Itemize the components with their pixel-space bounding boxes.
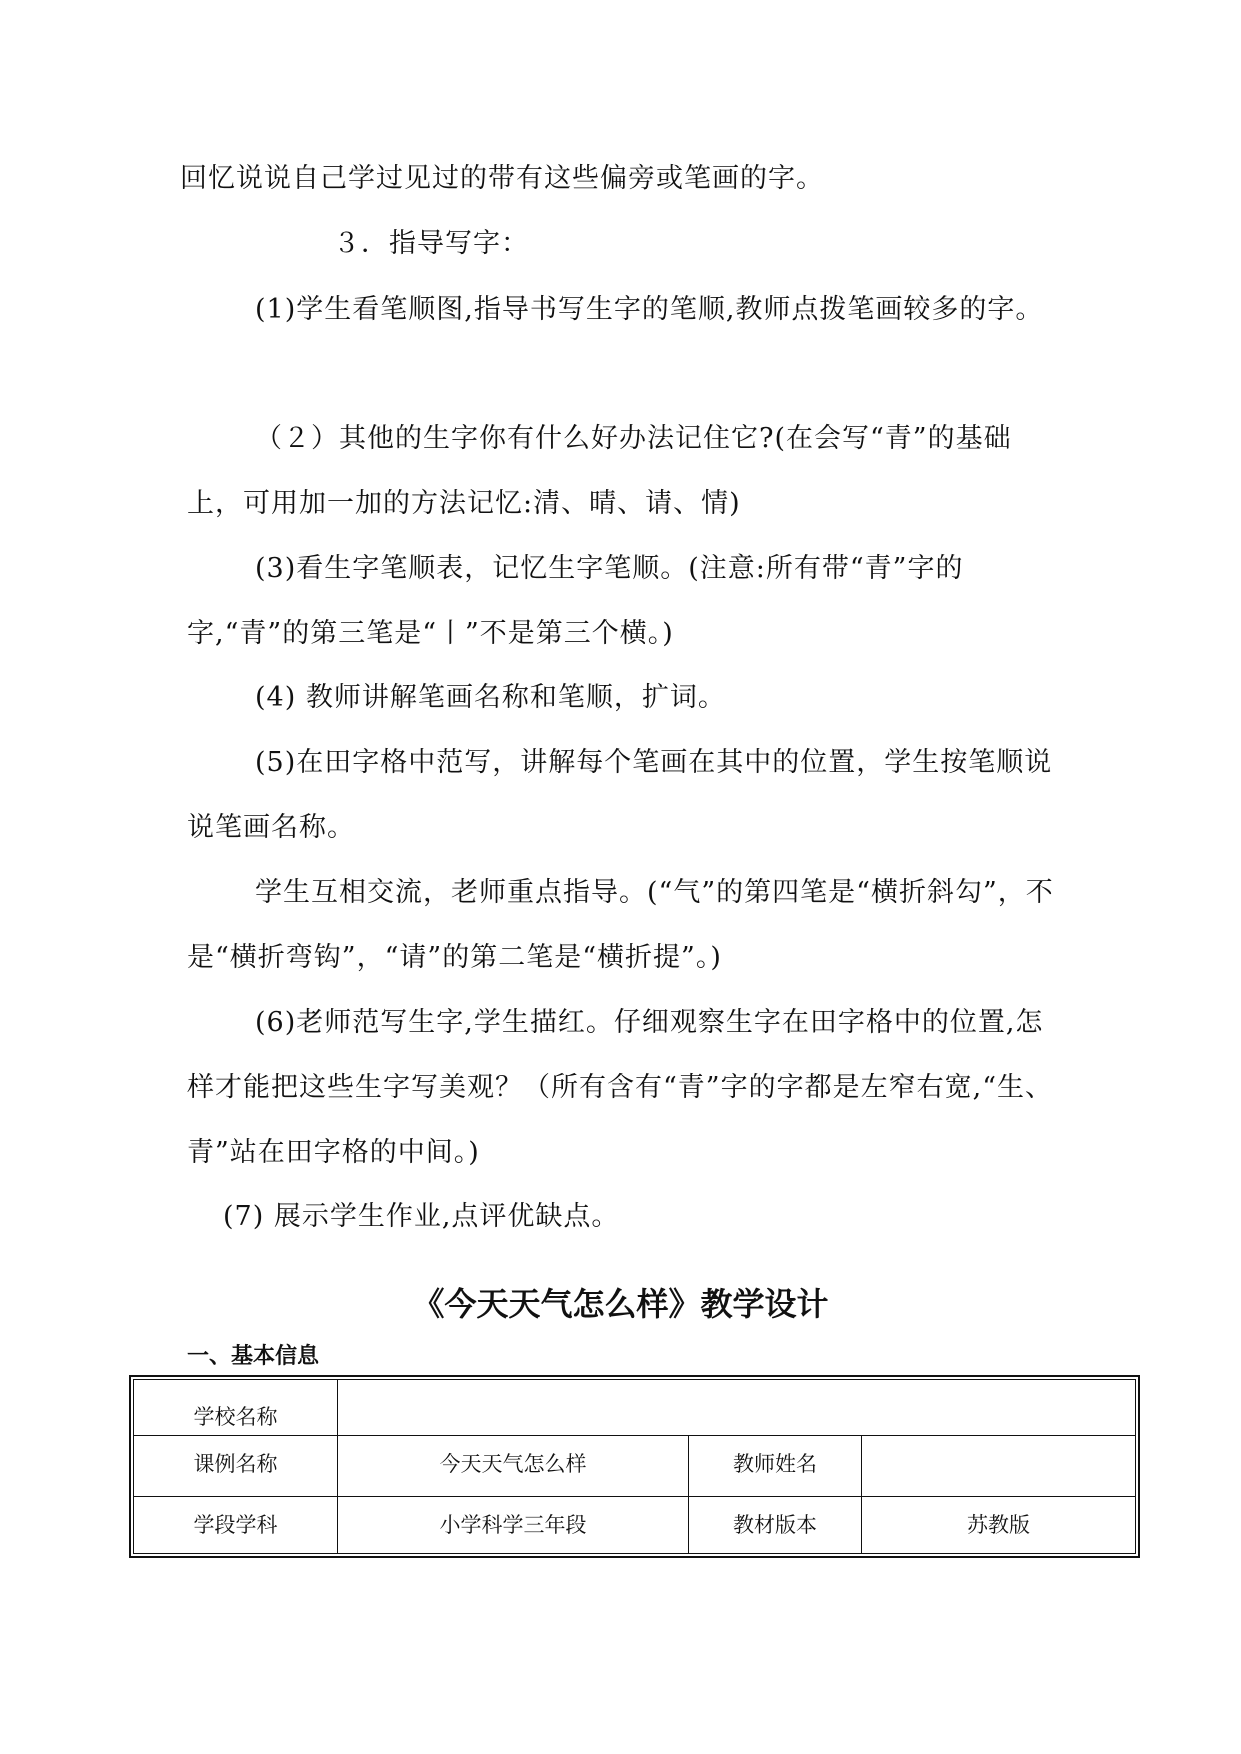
- paragraph-item-4: (4) 教师讲解笔画名称和笔顺，扩词。: [255, 682, 726, 713]
- paragraph-step-3: ３．指导写字：: [333, 228, 529, 259]
- document-title: 《今天天气怎么样》教学设计: [412, 1285, 829, 1323]
- basic-info-table: [133, 1379, 1136, 1554]
- paragraph-item-7: (7) 展示学生作业,点评优缺点。: [223, 1201, 620, 1232]
- stage-subject-value: 小学科学三年段: [338, 1497, 689, 1554]
- table-row: [134, 1497, 1136, 1554]
- basic-info-table-frame: [129, 1375, 1140, 1558]
- lesson-name-value: 今天天气怎么样: [338, 1436, 689, 1497]
- paragraph-item-5: (5)在田字格中范写，讲解每个笔画在其中的位置，学生按笔顺说说笔画名称。: [187, 747, 1053, 843]
- school-name-label: 学校名称: [134, 1380, 338, 1436]
- paragraph-recall: 回忆说说自己学过见过的带有这些偏旁或笔画的字。: [180, 163, 824, 194]
- table-row: [134, 1436, 1136, 1497]
- paragraph-item-6: (6)老师范写生字,学生描红。仔细观察生字在田字格中的位置,怎样才能把这些生字写美观？（所有含有“青”字的字都是左窄右宽,“生、青”站在田字格的中间。): [187, 1007, 1053, 1168]
- section-heading-basic-info: 一、基本信息: [187, 1344, 320, 1369]
- teacher-name-value: [862, 1436, 1136, 1497]
- lesson-name-label: 课例名称: [134, 1436, 338, 1497]
- textbook-edition-value: 苏教版: [862, 1497, 1136, 1554]
- stage-subject-label: 学段学科: [134, 1497, 338, 1554]
- school-name-value: [338, 1380, 1136, 1436]
- textbook-edition-label: 教材版本: [689, 1497, 862, 1554]
- paragraph-exchange: 学生互相交流，老师重点指导。(“气”的第四笔是“横折斜勾”，不是“横折弯钩”，“请”的第二笔是“横折提”。): [187, 877, 1054, 973]
- paragraph-item-2: （２）其他的生字你有什么好办法记住它?(在会写“青”的基础上，可用加一加的方法记忆:清、晴、请、情): [187, 423, 1012, 519]
- teacher-name-label: 教师姓名: [689, 1436, 862, 1497]
- table-row: [134, 1380, 1136, 1436]
- paragraph-item-3: (3)看生字笔顺表，记忆生字笔顺。(注意:所有带“青”字的字,“青”的第三笔是“丨”不是第三个横。): [187, 553, 964, 649]
- paragraph-item-1: (1)学生看笔顺图,指导书写生字的笔顺,教师点拨笔画较多的字。: [255, 294, 1044, 325]
